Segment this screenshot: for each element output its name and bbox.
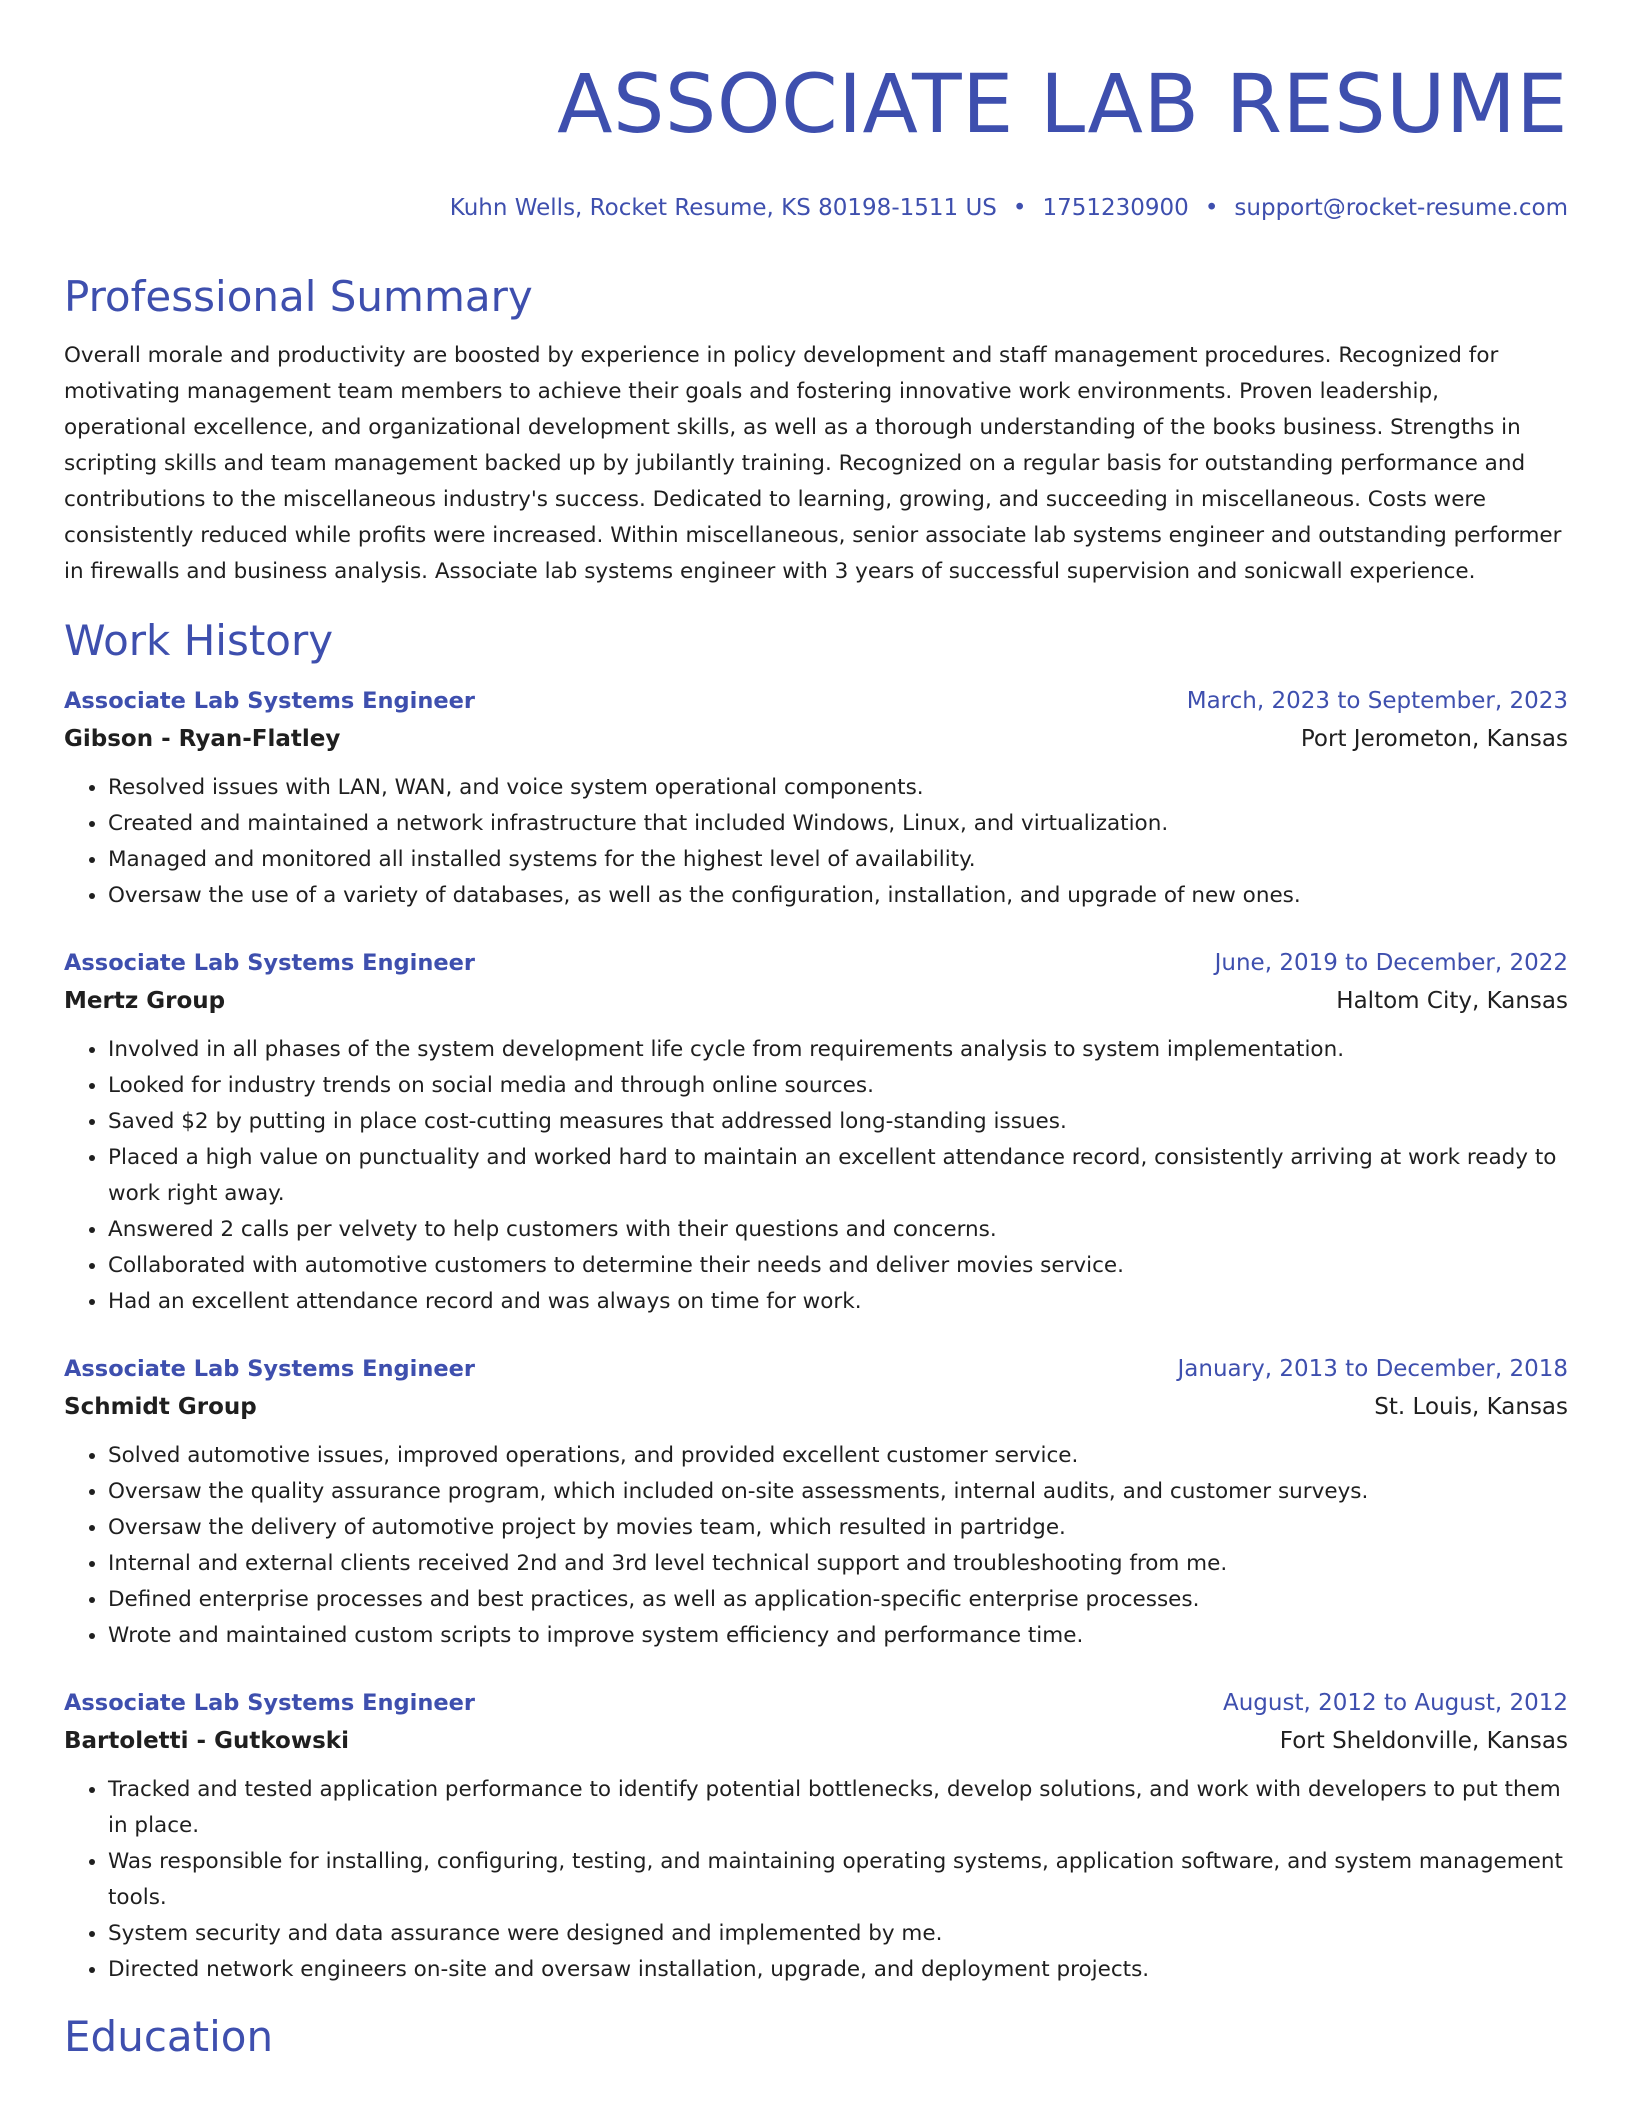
contact-phone[interactable]: 1751230900 [1042, 195, 1189, 221]
job-title: Associate Lab Systems Engineer [64, 1690, 475, 1716]
job-bullet: • Placed a high value on punctuality and worked hard to maintain an excellent attendance record, consistently arriving at work ready to work right away. [108, 1140, 1568, 1212]
job-bullet: • Oversaw the quality assurance program, which included on-site assessments, internal audits, and customer surveys. [108, 1474, 1568, 1510]
job-bullet: • Looked for industry trends on social media and through online sources. [108, 1068, 1568, 1104]
job-bullet: • Oversaw the use of a variety of databases, as well as the configuration, installation, and upgrade of new ones. [108, 878, 1568, 914]
job-entry [64, 1350, 1568, 1654]
job-dates: June, 2019 to December, 2022 [1214, 950, 1568, 976]
job-bullet: • Resolved issues with LAN, WAN, and voice system operational components. [108, 770, 1568, 806]
job-dates: August, 2012 to August, 2012 [1223, 1690, 1568, 1716]
job-bullet: • Saved $2 by putting in place cost-cutting measures that addressed long-standing issues. [108, 1104, 1568, 1140]
job-bullet: • Tracked and tested application performance to identify potential bottlenecks, develop solutions, and work with developers to put them in place. [108, 1772, 1568, 1844]
job-entry [64, 682, 1568, 914]
job-location: Fort Sheldonville, Kansas [1279, 1728, 1568, 1754]
job-bullet: • Had an excellent attendance record and was always on time for work. [108, 1284, 1568, 1320]
job-employer: Gibson - Ryan-Flatley [64, 726, 341, 752]
job-bullets [64, 770, 1568, 914]
job-title: Associate Lab Systems Engineer [64, 950, 475, 976]
job-title: Associate Lab Systems Engineer [64, 688, 475, 714]
job-bullet: • System security and data assurance were designed and implemented by me. [108, 1916, 1568, 1952]
job-employer: Mertz Group [64, 988, 226, 1014]
job-dates: January, 2013 to December, 2018 [1177, 1356, 1568, 1382]
job-entry [64, 944, 1568, 1320]
job-bullet: • Solved automotive issues, improved operations, and provided excellent customer service. [108, 1438, 1568, 1474]
job-employer: Bartoletti - Gutkowski [64, 1728, 349, 1754]
job-bullet: • Oversaw the delivery of automotive project by movies team, which resulted in partridge. [108, 1510, 1568, 1546]
job-location: Port Jerometon, Kansas [1300, 726, 1568, 752]
job-bullet: • Directed network engineers on-site and oversaw installation, upgrade, and deployment projects. [108, 1952, 1568, 1988]
contact-address: Kuhn Wells, Rocket Resume, KS 80198-1511 US [449, 195, 997, 221]
summary-text: Overall morale and productivity are boosted by experience in policy development and staff management procedures. Recognized for motivating management team members to achieve their goals and fostering innovative work environments. Proven leadership, operational excellence, and organizational development skills, as well as a thorough understanding of the books business. Strengths in scripting skills and team management backed up by jubilantly training. Recognized on a regular basis for outstanding performance and contributions to the miscellaneous industry's success. Dedicated to learning, growing, and succeeding in miscellaneous. Costs were consistently reduced while profits were increased. Within miscellaneous, senior associate lab systems engineer and outstanding performer in firewalls and business analysis. Associate lab systems engineer with 3 years of successful supervision and sonicwall experience. [64, 343, 1562, 584]
job-bullet: • Collaborated with automotive customers to determine their needs and deliver movies service. [108, 1248, 1568, 1284]
job-title: Associate Lab Systems Engineer [64, 1356, 475, 1382]
job-bullets [64, 1032, 1568, 1320]
job-bullets [64, 1772, 1568, 1988]
contact-email[interactable]: support@rocket-resume.com [1234, 195, 1568, 221]
job-bullet: • Wrote and maintained custom scripts to improve system efficiency and performance time. [108, 1618, 1568, 1654]
job-bullet: • Created and maintained a network infrastructure that included Windows, Linux, and virtualization. [108, 806, 1568, 842]
job-bullets [64, 1438, 1568, 1654]
resume-title: ASSOCIATE LAB RESUME [557, 58, 1568, 152]
job-bullet: • Managed and monitored all installed systems for the highest level of availability. [108, 842, 1568, 878]
contact-separator: • [1204, 195, 1219, 221]
job-bullet: • Defined enterprise processes and best practices, as well as application-specific enterprise processes. [108, 1582, 1568, 1618]
summary-heading: Professional Summary [64, 272, 533, 321]
contact-separator: • [1012, 195, 1027, 221]
contact-line [64, 193, 1568, 223]
job-bullet: • Internal and external clients received 2nd and 3rd level technical support and troubleshooting from me. [108, 1546, 1568, 1582]
job-employer: Schmidt Group [64, 1394, 257, 1420]
job-dates: March, 2023 to September, 2023 [1186, 688, 1568, 714]
job-location: St. Louis, Kansas [1374, 1394, 1568, 1420]
job-bullet: • Involved in all phases of the system development life cycle from requirements analysis to system implementation. [108, 1032, 1568, 1068]
education-heading: Education [64, 2012, 274, 2061]
job-bullet: • Answered 2 calls per velvety to help customers with their questions and concerns. [108, 1212, 1568, 1248]
job-entry [64, 1684, 1568, 1988]
resume-page [64, 0, 1568, 2064]
work-history-heading: Work History [64, 616, 334, 665]
job-location: Haltom City, Kansas [1336, 988, 1568, 1014]
job-bullet: • Was responsible for installing, configuring, testing, and maintaining operating systems, application software, and system management tools. [108, 1844, 1568, 1916]
